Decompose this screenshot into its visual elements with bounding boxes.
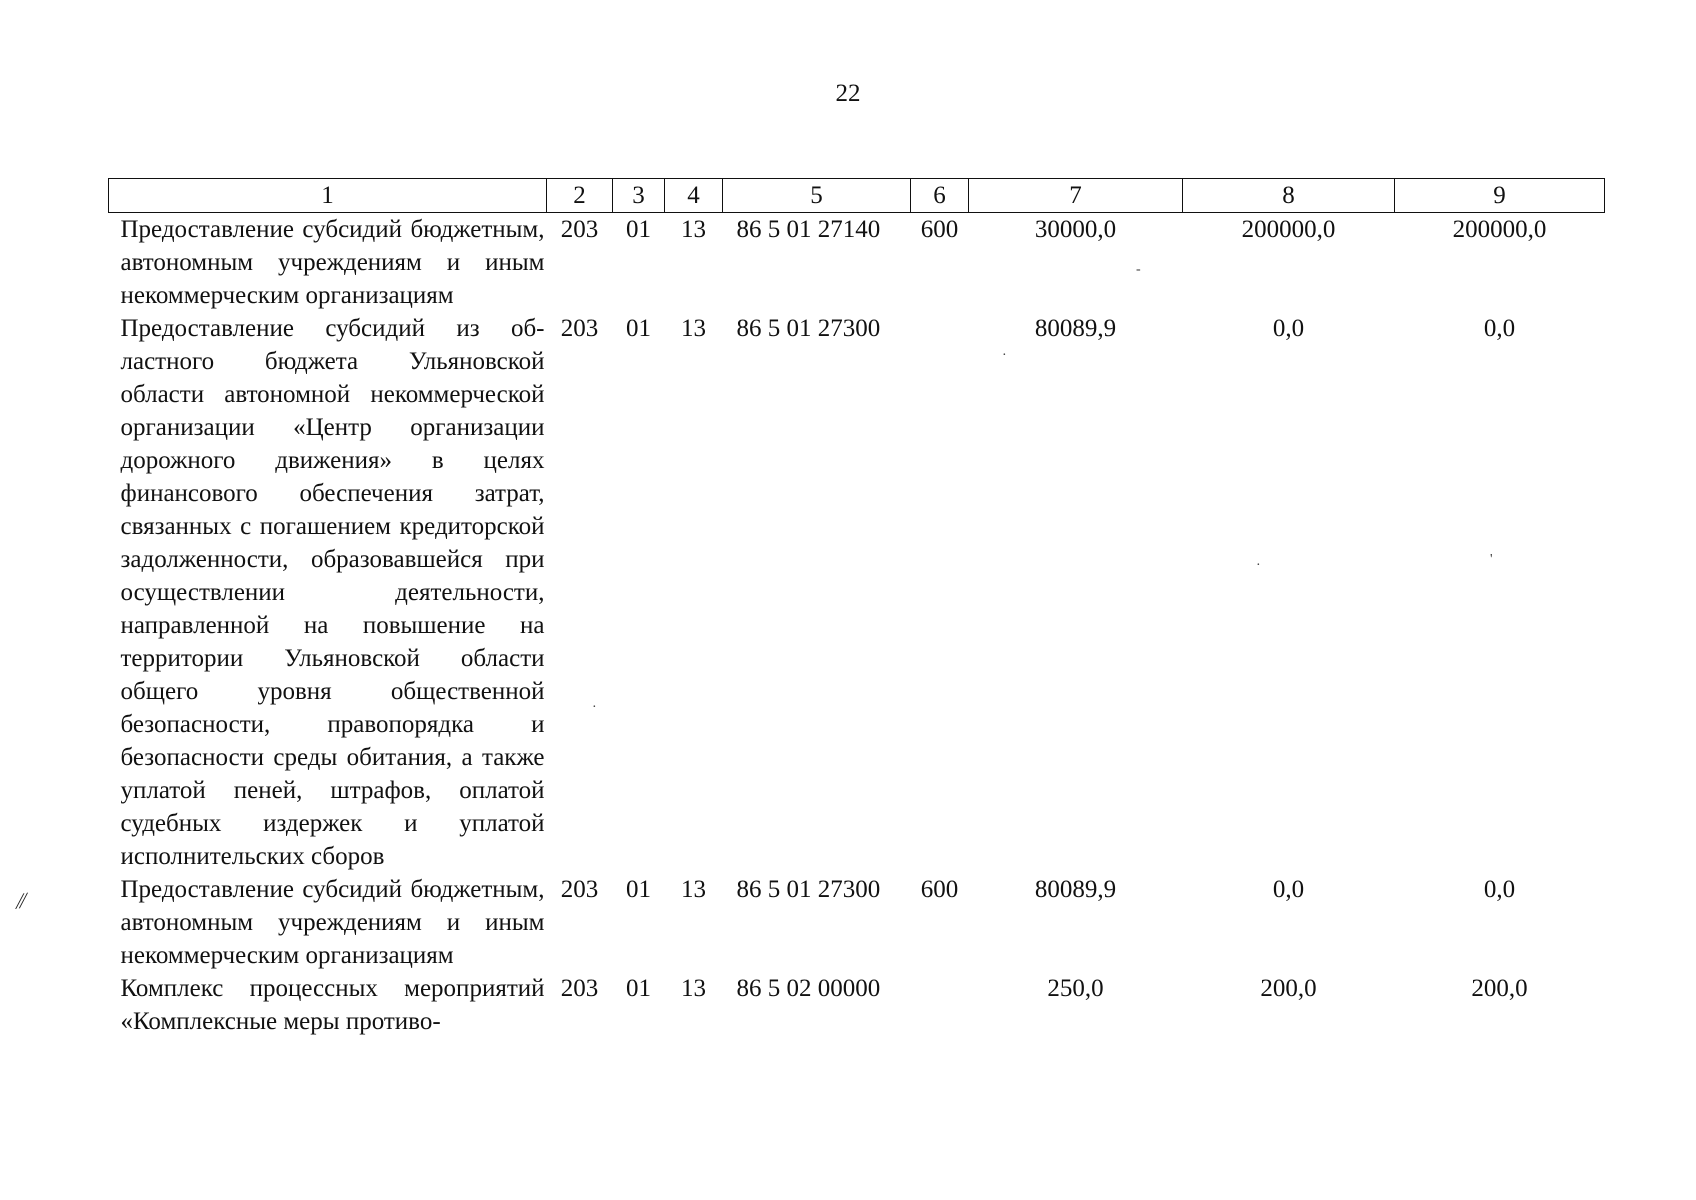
- column-header-8: 8: [1183, 179, 1395, 213]
- scan-speck: ·: [592, 700, 597, 715]
- row-name: Предоставление субсидий из областного бюджета Ульяновской области автономной некоммерческой организации «Центр организации дорожного движения» в целях финансового обеспечения затрат, связанных с погашением кредиторской задолженности, образовавшейся при осуществлении деятельности, направленной на повышение на территории Ульяновской области общего уровня общественной безопасности, правопорядка и безопасности среды обитания, а также уплатой пеней, штрафов, оплатой судебных издержек и уплатой исполнительских сборов: [120, 315, 545, 870]
- table-row: [109, 873, 1605, 972]
- column-header-3: 3: [613, 179, 665, 213]
- row-amount-col8: 0,0: [1272, 876, 1305, 903]
- row-name: Комплекс процессных мероприятий «Комплексные меры противо-: [120, 975, 545, 1035]
- row-code-section: 01: [626, 876, 651, 903]
- row-amount-col9: 0,0: [1483, 315, 1516, 342]
- table-row: [109, 312, 1605, 873]
- column-header-5: 5: [723, 179, 911, 213]
- table-header-row: [109, 179, 1605, 213]
- row-code-subsection: 13: [681, 315, 706, 342]
- column-header-2: 2: [547, 179, 613, 213]
- row-code-expense-type: 600: [920, 876, 959, 903]
- row-code-subsection: 13: [681, 876, 706, 903]
- row-amount-col8: 200000,0: [1241, 216, 1336, 243]
- row-amount-col7: 250,0: [1047, 975, 1104, 1002]
- column-header-1: 1: [109, 179, 547, 213]
- row-code-expense-type: [911, 312, 969, 873]
- column-header-4: 4: [665, 179, 723, 213]
- row-name: Предоставление субсидий бюджетным, автономным учреждениям и иным некоммерческим организациям: [120, 216, 545, 309]
- scan-speck: -: [1136, 262, 1141, 277]
- row-amount-col8: 200,0: [1260, 975, 1317, 1002]
- table-row: [109, 972, 1605, 1038]
- row-code-section: 01: [626, 315, 651, 342]
- row-name: Предоставление субсидий бюджетным, автономным учреждениям и иным некоммерческим организациям: [120, 876, 545, 969]
- row-code-target: 86 5 01 27140: [736, 216, 881, 243]
- row-amount-col7: 80089,9: [1034, 315, 1117, 342]
- row-code-expense-type: [911, 972, 969, 1038]
- column-header-6: 6: [911, 179, 969, 213]
- row-amount-col9: 200000,0: [1452, 216, 1547, 243]
- budget-table: [108, 178, 1605, 1038]
- row-code-subsection: 13: [681, 975, 706, 1002]
- scan-speck: ': [1490, 552, 1493, 567]
- row-code-section: 01: [626, 975, 651, 1002]
- row-code-target: 86 5 01 27300: [736, 876, 881, 903]
- scan-speck: ·: [1256, 558, 1261, 573]
- row-code-ministry: 203: [560, 876, 599, 903]
- scan-speck: ·: [1002, 348, 1007, 363]
- row-code-target: 86 5 01 27300: [736, 315, 881, 342]
- page-number: 22: [835, 80, 861, 107]
- row-code-ministry: 203: [560, 315, 599, 342]
- row-code-ministry: 203: [560, 216, 599, 243]
- row-code-section: 01: [626, 216, 651, 243]
- row-code-target: 86 5 02 00000: [736, 975, 881, 1002]
- table-row: [109, 213, 1605, 313]
- handwritten-margin-mark: ⁄⁄: [16, 887, 27, 914]
- row-code-subsection: 13: [681, 216, 706, 243]
- column-header-9: 9: [1395, 179, 1605, 213]
- row-code-ministry: 203: [560, 975, 599, 1002]
- row-code-expense-type: 600: [920, 216, 959, 243]
- row-amount-col9: 200,0: [1471, 975, 1528, 1002]
- row-amount-col7: 30000,0: [1034, 216, 1117, 243]
- row-amount-col8: 0,0: [1272, 315, 1305, 342]
- column-header-7: 7: [969, 179, 1183, 213]
- row-amount-col7: 80089,9: [1034, 876, 1117, 903]
- row-amount-col9: 0,0: [1483, 876, 1516, 903]
